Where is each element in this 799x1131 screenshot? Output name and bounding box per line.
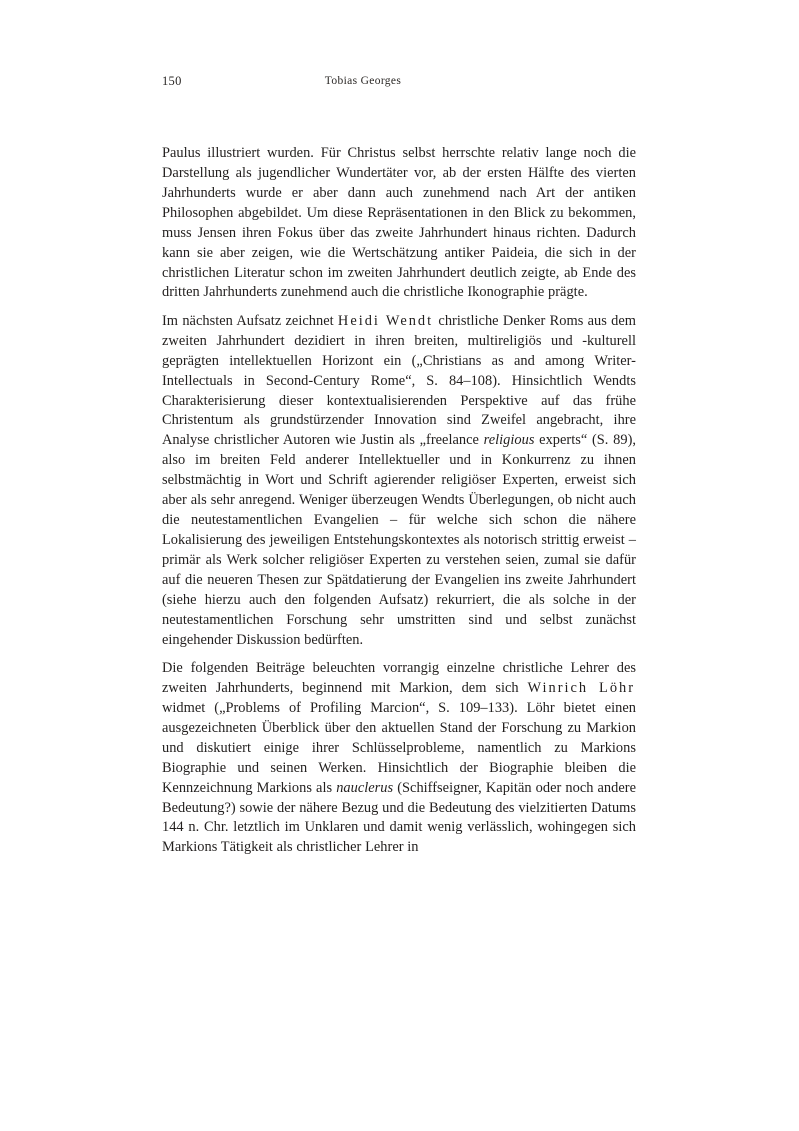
running-head <box>162 72 636 90</box>
body-text-block <box>162 144 636 858</box>
emphasized-name: Winrich Löhr <box>527 679 635 696</box>
italic-term: religious <box>483 432 535 449</box>
page-number: 150 <box>162 74 182 88</box>
italic-term: nauclerus <box>336 779 394 796</box>
paragraph: Im nächsten Aufsatz zeichnet Heidi Wendt christliche Denker Roms aus dem zweiten Jahrhundert dezidiert in ihren breiten, multireligiös und -kulturell geprägten intellektuellen Horizont ein („Christians as and among Writer-Intellectuals in Second-Century Rome“, S. 84–108). Hinsichtlich Wendts Charakterisierung dieser kontextualisierenden Perspektive auf das frühe Christentum als grundstürzender Innovation sind Zweifel angebracht, ihre Analyse christlicher Autoren wie Justin als „freelance religious experts“ (S. 89), also im breiten Feld anderer Intellektueller und in Konkurrenz zu ihnen selbstmächtig in Wort und Schrift agierender religiöser Experten, erweist sich aber als sehr anregend. Weniger überzeugen Wendts Überlegungen, ob nicht auch die neutestamentlichen Evangelien – für welche sich schon die nähere Lokalisierung des jeweiligen Entstehungskontextes als notorisch strittig erweist – primär als Werk solcher religiöser Experten zu verstehen seien, zumal sie dafür auf die neueren Thesen zur Spätdatierung der Evangelien ins zweite Jahrhundert (siehe hierzu auch den folgenden Aufsatz) rekurriert, die als solche in der neutestamentlichen Forschung sehr umstritten sind und selbst zunächst eingehender Diskussion bedürften. <box>162 312 636 648</box>
paragraph: Die folgenden Beiträge beleuchten vorrangig einzelne christliche Lehrer des zweiten Jahrhunderts, beginnend mit Markion, dem sich Winrich Löhr widmet („Problems of Profiling Marcion“, S. 109–133). Löhr bietet einen ausgezeichneten Überblick über den aktuellen Stand der Forschung zu Markion und diskutiert einige ihrer Schlüsselprobleme, namentlich zu Markions Biographie und seinen Werken. Hinsichtlich der Biographie bleiben die Kennzeichnung Markions als nauclerus (Schiffseigner, Kapitän oder noch andere Bedeutung?) sowie der nähere Bezug und die Bedeutung des vielzitierten Datums 144 n. Chr. letztlich im Unklaren und damit wenig verlässlich, wohingegen sich Markions Tätigkeit als christlicher Lehrer in <box>162 660 636 856</box>
running-head-title: Tobias Georges <box>324 75 402 87</box>
emphasized-name: Heidi Wendt <box>337 312 434 329</box>
paragraph: Paulus illustriert wurden. Für Christus selbst herrschte relativ lange noch die Darstellung als jugendlicher Wundertäter vor, ab der ersten Hälfte des vierten Jahrhunderts wurde er aber dann auch zunehmend nach Art der antiken Philosophen abgebildet. Um diese Repräsentationen in den Blick zu bekommen, muss Jensen ihren Fokus über das zweite Jahrhundert hinaus richten. Dadurch kann sie aber zeigen, wie die Wertschätzung antiker Paideia, die sich in der christlichen Literatur schon im zweiten Jahrhundert deutlich zeigte, ab Ende des dritten Jahrhunderts zunehmend auch die christliche Ikonographie prägte. <box>162 145 636 301</box>
